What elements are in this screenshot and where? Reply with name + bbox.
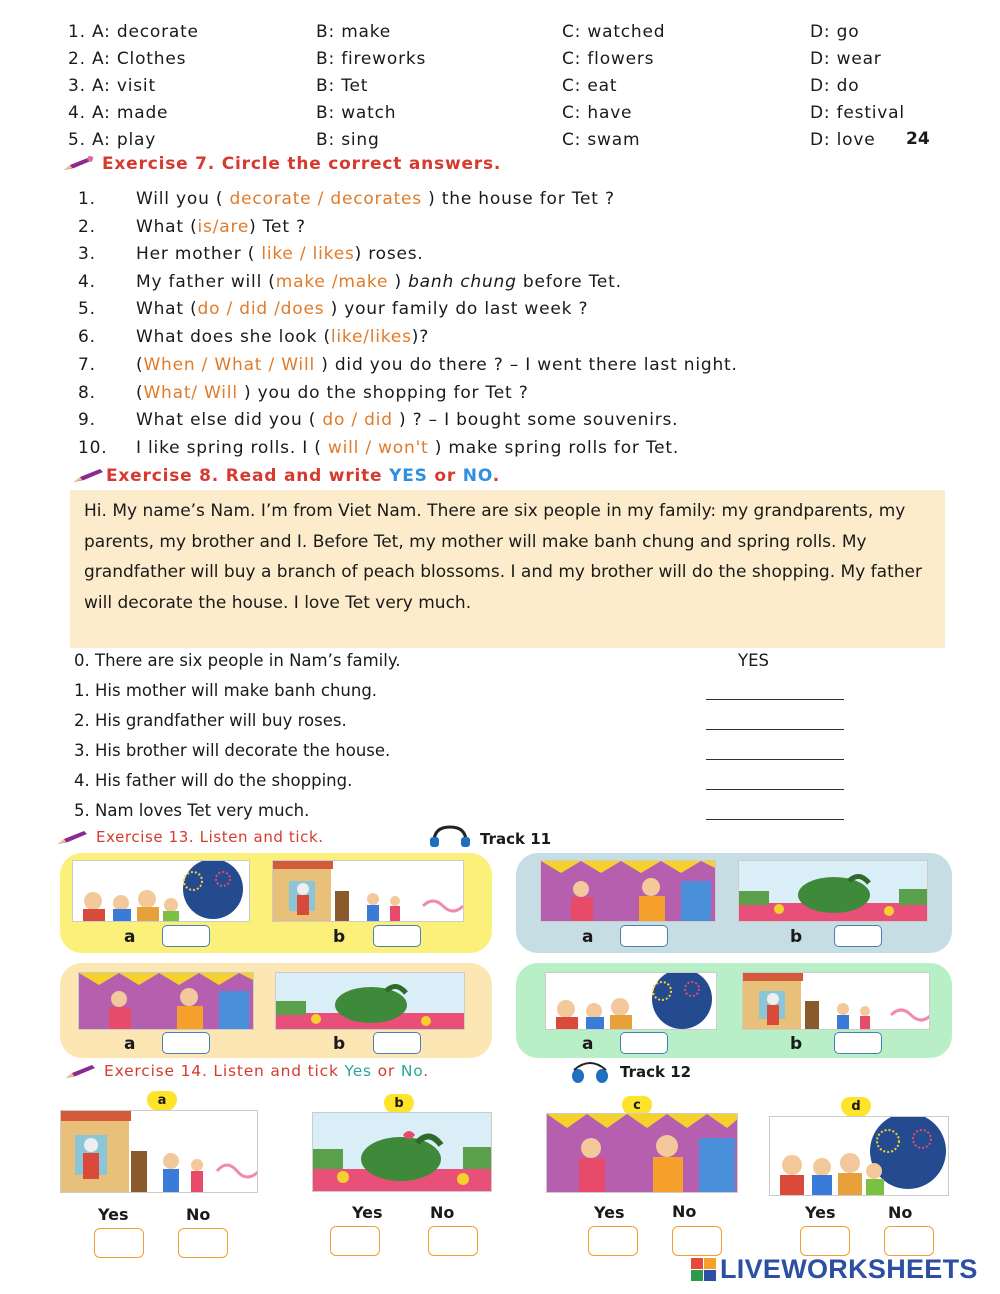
question-number: 10.: [78, 438, 108, 458]
answer-options[interactable]: decorate / decorates: [229, 189, 422, 209]
question-text: (When / What / Will ) did you do there ? – I went there last night.: [136, 355, 738, 375]
no-tick-box[interactable]: [672, 1226, 722, 1256]
headphones-icon: [428, 824, 472, 852]
yes-tick-box[interactable]: [330, 1226, 380, 1256]
question-number: 1.: [78, 189, 96, 209]
fireworks-family-picture: [769, 1116, 949, 1196]
tick-box[interactable]: [162, 925, 210, 947]
option-label-a: a: [124, 927, 136, 947]
letter-badge-c: c: [622, 1096, 652, 1116]
grandparents-house-picture: [272, 860, 464, 922]
question-number: 4.: [78, 272, 96, 292]
yes-label: Yes: [98, 1205, 129, 1224]
pencil-icon: [64, 1064, 96, 1080]
option-label-b: b: [333, 927, 346, 947]
page-number: 24: [906, 129, 930, 149]
letter-badge-a: a: [147, 1091, 177, 1111]
liveworksheets-logo: LIVEWORKSHEETS: [720, 1254, 978, 1284]
answer-options[interactable]: do / did: [322, 410, 393, 430]
option-label-a: a: [582, 1034, 594, 1054]
question-text: What (is/are) Tet ?: [136, 217, 306, 237]
answer-blank-4[interactable]: [706, 770, 844, 790]
statement-1: 1. His mother will make banh chung.: [74, 681, 378, 700]
question-text: (What/ Will ) you do the shopping for Tet ?: [136, 383, 529, 403]
grandparents-house-picture: [60, 1110, 258, 1193]
question-item: [78, 355, 958, 381]
grandparents-house-picture: [742, 972, 930, 1030]
question-number: 5.: [78, 299, 96, 319]
question-number: 2.: [78, 217, 96, 237]
no-label: No: [430, 1203, 455, 1222]
tick-box[interactable]: [834, 1032, 882, 1054]
festival-dancers-picture: [546, 1113, 738, 1193]
flower-garden-picture: [275, 972, 465, 1030]
answer-options[interactable]: will / won't: [327, 438, 429, 458]
question-item: [78, 189, 958, 215]
option-label-b: b: [790, 1034, 803, 1054]
answer-options[interactable]: like / likes: [261, 244, 355, 264]
answer-options[interactable]: make /make: [275, 272, 389, 292]
statement-3: 3. His brother will decorate the house.: [74, 741, 391, 760]
yes-label: Yes: [594, 1203, 625, 1222]
pencil-icon: [62, 156, 94, 172]
fireworks-family-picture: [72, 860, 250, 922]
question-text: What else did you ( do / did ) ? – I bought some souvenirs.: [136, 410, 679, 430]
question-number: 6.: [78, 327, 96, 347]
tick-box[interactable]: [620, 1032, 668, 1054]
no-label: No: [888, 1203, 913, 1222]
answer-blank-3[interactable]: [706, 740, 844, 760]
yes-label: Yes: [352, 1203, 383, 1222]
answer-blank-1[interactable]: [706, 680, 844, 700]
question-text: What (do / did /does ) your family do last week ?: [136, 299, 589, 319]
question-item: [78, 299, 958, 325]
yes-tick-box[interactable]: [588, 1226, 638, 1256]
question-text: What does she look (like/likes)?: [136, 327, 430, 347]
track-label: Track 12: [620, 1063, 692, 1081]
question-item: [78, 272, 958, 298]
exercise-7-title: Exercise 7. Circle the correct answers.: [62, 154, 501, 174]
tick-box[interactable]: [162, 1032, 210, 1054]
question-number: 3.: [78, 244, 96, 264]
answer-blank-2[interactable]: [706, 710, 844, 730]
question-text: My father will (make /make ) banh chung before Tet.: [136, 272, 622, 292]
pencil-icon: [56, 830, 88, 846]
flower-garden-picture: [312, 1112, 492, 1192]
letter-badge-d: d: [841, 1097, 871, 1117]
tick-box[interactable]: [373, 1032, 421, 1054]
answer-options[interactable]: When / What / Will: [143, 355, 315, 375]
question-number: 9.: [78, 410, 96, 430]
festival-dancers-picture: [540, 860, 716, 922]
no-tick-box[interactable]: [428, 1226, 478, 1256]
statement-2: 2. His grandfather will buy roses.: [74, 711, 347, 730]
option-label-b: b: [333, 1034, 346, 1054]
answer-blank-5[interactable]: [706, 800, 844, 820]
exercise-13-title: Exercise 13. Listen and tick.: [56, 828, 324, 846]
no-tick-box[interactable]: [178, 1228, 228, 1258]
headphones-icon: [568, 1060, 614, 1088]
question-item: [78, 217, 958, 243]
no-label: No: [672, 1202, 697, 1221]
festival-dancers-picture: [78, 972, 254, 1030]
option-label-b: b: [790, 927, 803, 947]
reading-passage: Hi. My name’s Nam. I’m from Viet Nam. There are six people in my family: my grandparents, my parents, my brother and I. Before Tet, my mother will make banh chung and spring rolls. My grandfather will buy a branch of peach blossoms. I and my brother will do the shopping. My father will decorate the house. I love Tet very much.: [70, 490, 945, 648]
letter-badge-b: b: [384, 1094, 414, 1114]
yes-label: Yes: [805, 1203, 836, 1222]
mc-row: 5. A: play B: sing C: swam D: love: [68, 130, 876, 150]
tick-box[interactable]: [373, 925, 421, 947]
statement-5: 5. Nam loves Tet very much.: [74, 801, 310, 820]
answer-options[interactable]: do / did /does: [197, 299, 325, 319]
answer-options[interactable]: is/are: [197, 217, 250, 237]
mc-row: 1. A: decorate B: make C: watched D: go: [68, 22, 860, 42]
tick-box[interactable]: [834, 925, 882, 947]
flower-garden-picture: [738, 860, 928, 922]
question-text: Will you ( decorate / decorates ) the house for Tet ?: [136, 189, 615, 209]
no-label: No: [186, 1205, 211, 1224]
example-answer: YES: [738, 651, 769, 670]
question-text: I like spring rolls. I ( will / won't ) make spring rolls for Tet.: [136, 438, 680, 458]
option-label-a: a: [582, 927, 594, 947]
tick-box[interactable]: [620, 925, 668, 947]
question-item: [78, 438, 958, 464]
statement-4: 4. His father will do the shopping.: [74, 771, 353, 790]
yes-tick-box[interactable]: [94, 1228, 144, 1258]
example-statement: 0. There are six people in Nam’s family.: [74, 651, 401, 670]
question-item: [78, 383, 958, 409]
mc-row: 4. A: made B: watch C: have D: festival: [68, 103, 905, 123]
option-label-a: a: [124, 1034, 136, 1054]
mc-row: 2. A: Clothes B: fireworks C: flowers D: wear: [68, 49, 882, 69]
pencil-icon: [72, 468, 104, 484]
question-item: [78, 327, 958, 353]
question-item: [78, 410, 958, 436]
question-number: 8.: [78, 383, 96, 403]
fireworks-family-picture: [545, 972, 717, 1030]
mc-row: 3. A: visit B: Tet C: eat D: do: [68, 76, 860, 96]
exercise-14-title: Exercise 14. Listen and tick Yes or No.: [64, 1062, 429, 1080]
no-tick-box[interactable]: [884, 1226, 934, 1256]
question-text: Her mother ( like / likes) roses.: [136, 244, 424, 264]
question-number: 7.: [78, 355, 96, 375]
answer-options[interactable]: What/ Will: [143, 383, 238, 403]
liveworksheets-logo-icon: [691, 1258, 717, 1286]
exercise-8-title: Exercise 8. Read and write YES or NO.: [72, 466, 500, 486]
answer-options[interactable]: like/likes: [330, 327, 412, 347]
question-item: [78, 244, 958, 270]
track-label: Track 11: [480, 830, 552, 848]
yes-tick-box[interactable]: [800, 1226, 850, 1256]
